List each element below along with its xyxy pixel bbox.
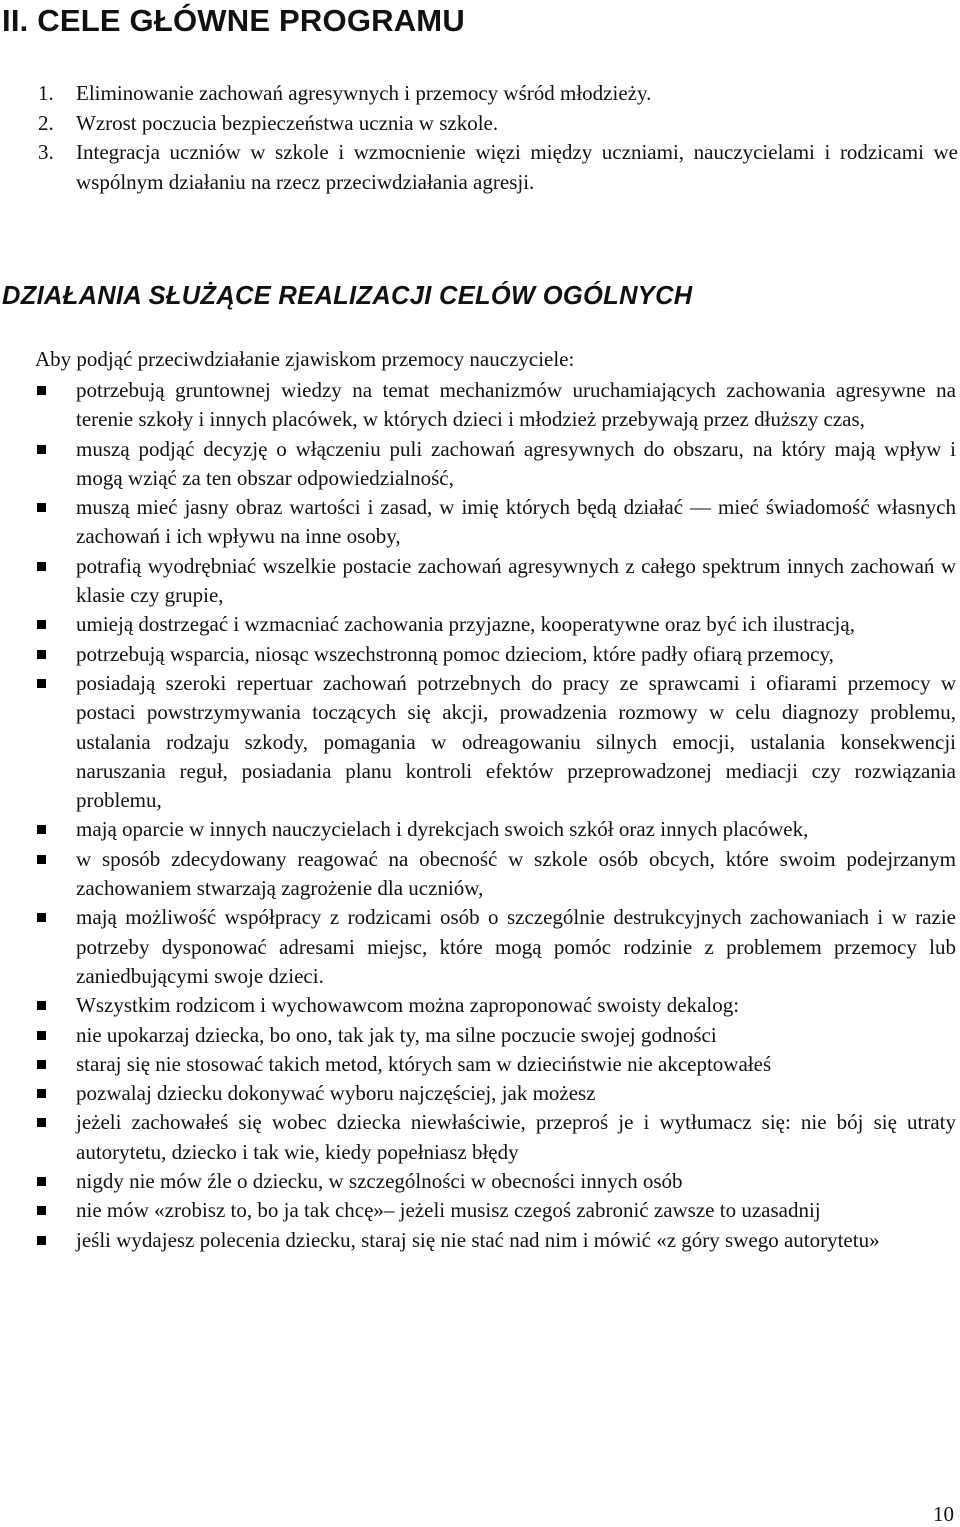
square-bullet-icon [37,1206,46,1215]
bullet-item [35,493,956,552]
bullet-item [35,610,956,639]
square-bullet-icon [37,1118,46,1127]
goal-number: 2. [38,110,54,135]
bullet-text: mają możliwość współpracy z rodzicami osób o szczególnie destrukcyjnych zachowaniach i w razie potrzeby dysponować adresami miejsc, które mogą pomóc rodzinie z problemem przemocy lub zaniedbującymi swoje dzieci. [76,905,956,988]
bullet-item [35,640,956,669]
square-bullet-icon [37,1060,46,1069]
square-bullet-icon [37,679,46,688]
bullet-text: muszą mieć jasny obraz wartości i zasad, w imię których będą działać — mieć świadomość własnych zachowań i ich wpływu na inne osoby, [76,495,956,549]
bullet-text: muszą podjąć decyzję o włączeniu puli zachowań agresywnych do obszaru, na który mają wpływ i mogą wziąć za ten obszar odpowiedzialność, [76,436,956,490]
bullet-item [35,552,956,611]
bullet-text: nigdy nie mów źle o dziecku, w szczególności w obecności innych osób [76,1169,683,1194]
bullet-text: mają oparcie w innych nauczycielach i dyrekcjach swoich szkół oraz innych placówek, [76,817,809,842]
page-number: 10 [933,1502,954,1526]
bullet-item [35,435,956,494]
square-bullet-icon [37,650,46,659]
bullet-item [35,1050,956,1079]
square-bullet-icon [37,386,46,395]
bullet-text: potrafią wyodrębniać wszelkie postacie zachowań agresywnych z całego spektrum innych zachowań w klasie czy grupie, [76,553,956,608]
bullet-item [35,815,956,844]
bullet-text: potrzebują wsparcia, niosąc wszechstronną pomoc dzieciom, które padły ofiarą przemocy, [76,641,834,666]
goals-list [38,79,958,197]
bullet-text: umieją dostrzegać i wzmacniać zachowania przyjazne, kooperatywne oraz być ich ilustracją, [76,612,855,637]
bullet-text: posiadają szeroki repertuar zachowań potrzebnych do pracy ze sprawcami i ofiarami przemocy w postaci powstrzymywania toczących się akcji, prowadzenia rozmowy w celu diagnozy problemu, ustalania rodzaju szkody, pomagania w odreagowaniu silnych emocji, ustalania konsekwencji naruszania reguł, posiadania planu kontroli efektów przeprowadzonej mediacji czy rozwiązania problemu, [76,670,956,813]
square-bullet-icon [37,825,46,834]
bullet-item [35,669,956,815]
bullet-text: jeśli wydajesz polecenia dziecku, staraj się nie stać nad nim i mówić «z góry swego autorytetu» [76,1227,880,1252]
square-bullet-icon [37,1236,46,1245]
square-bullet-icon [37,1031,46,1040]
square-bullet-icon [37,855,46,864]
square-bullet-icon [37,1177,46,1186]
square-bullet-icon [37,913,46,922]
square-bullet-icon [37,620,46,629]
goal-number: 3. [38,140,54,164]
goal-number: 1. [38,81,54,105]
bullet-item [35,845,956,904]
bullet-item [35,1226,956,1255]
main-heading: II. CELE GŁÓWNE PROGRAMU [2,3,465,38]
bullet-text: potrzebują gruntownej wiedzy na temat mechanizmów uruchamiających zachowania agresywne na terenie szkoły i innych placówek, w których dzieci i młodzież przebywają przez dłuższy czas, [76,378,956,432]
square-bullet-icon [37,445,46,454]
square-bullet-icon [37,562,46,571]
bullet-item [35,1079,956,1108]
bullet-item [35,1108,956,1167]
goal-item [38,109,958,139]
goal-text: Wzrost poczucia bezpieczeństwa ucznia w szkole. [76,110,499,135]
bullet-item [35,376,956,435]
bullet-item [35,1196,956,1225]
bullet-item [35,1167,956,1196]
square-bullet-icon [37,1089,46,1098]
bullet-text: pozwalaj dziecku dokonywać wyboru najczęściej, jak możesz [76,1081,596,1106]
bullet-text: nie mów «zrobisz to, bo ja tak chcę»– jeżeli musisz czegoś zabronić zawsze to uzasadnij [76,1198,821,1223]
section-heading: DZIAŁANIA SŁUŻĄCE REALIZACJI CELÓW OGÓLNYCH [2,282,693,310]
bullet-item [35,1021,956,1050]
bullet-text: nie upokarzaj dziecka, bo ono, tak jak ty, ma silne poczucie swojej godności [76,1022,717,1047]
goal-item [38,138,958,197]
square-bullet-icon [37,1001,46,1010]
bullet-text: staraj się nie stosować takich metod, których sam w dzieciństwie nie akceptowałeś [76,1051,772,1076]
bullet-item [35,903,956,991]
actions-list [35,376,956,1255]
square-bullet-icon [37,503,46,512]
goal-item [38,79,958,109]
bullet-text: w sposób zdecydowany reagować na obecność w szkole osób obcych, które swoim podejrzanym zachowaniem stwarzają zagrożenie dla uczniów, [76,846,956,901]
goal-text: Integracja uczniów w szkole i wzmocnienie więzi między uczniami, nauczycielami i rodzicami we wspólnym działaniu na rzecz przeciwdziałania agresji. [76,140,958,194]
intro-text: Aby podjąć przeciwdziałanie zjawiskom przemocy nauczyciele: [35,347,575,371]
bullet-item [35,991,956,1020]
bullet-text: Wszystkim rodzicom i wychowawcom można zaproponować swoisty dekalog: [76,993,740,1018]
goal-text: Eliminowanie zachowań agresywnych i przemocy wśród młodzieży. [76,81,652,105]
bullet-text: jeżeli zachowałeś się wobec dziecka niewłaściwie, przeproś je i wytłumacz się: nie bój się utraty autorytetu, dziecko i tak wie, kiedy popełniasz błędy [76,1110,956,1164]
